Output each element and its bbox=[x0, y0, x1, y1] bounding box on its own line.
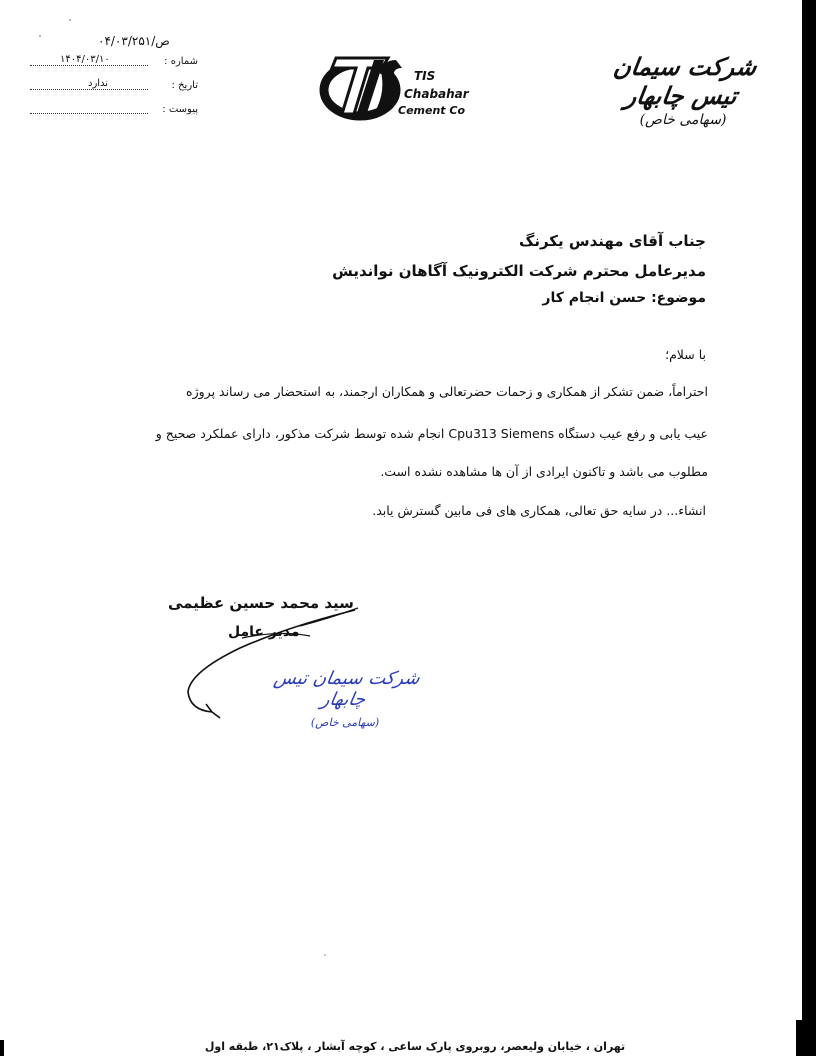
company-name: شرکت سیمان تیس چابهار bbox=[611, 52, 759, 110]
stamp-name: شرکت سیمان تیس چابهار bbox=[272, 668, 422, 710]
company-letterhead bbox=[588, 52, 778, 128]
attachment-label: پیوست : bbox=[162, 104, 198, 115]
body-line: احتراماً، ضمن تشکر از همکاری و زحمات حضرتعالی و همکاران ارجمند، به استحضار می رساند پروژه bbox=[186, 384, 708, 399]
company-type: (سهامی خاص) bbox=[639, 112, 727, 128]
letter-ref-number: ۰۴/۰۳/۲۵۱/ص bbox=[98, 34, 170, 48]
recipient-position: مدیرعامل محترم شرکت الکترونیک آگاهان نواندیش bbox=[332, 262, 706, 280]
date-label: تاریخ : bbox=[171, 80, 198, 91]
number-label: شماره : bbox=[164, 56, 198, 67]
number-value: ۱۴۰۴/۰۳/۱۰ bbox=[60, 54, 110, 65]
company-stamp bbox=[265, 668, 425, 729]
signer-title: مدیر عامل bbox=[228, 624, 300, 640]
letter-subject: موضوع: حسن انجام کار bbox=[542, 290, 706, 306]
company-logo bbox=[318, 46, 488, 126]
body-line: مطلوب می باشد و تاکنون ایرادی از آن ها مشاهده نشده است. bbox=[380, 464, 708, 479]
footer-address: تهران ، خیابان ولیعصر، روبروی پارک ساعی ، کوچه آبشار ، پلاک۲۱، طبقه اول bbox=[204, 1040, 626, 1053]
body-line: عیب یابی و رفع عیب دستگاه Cpu313 Siemens انجام شده توسط شرکت مذکور، دارای عملکرد صحیح و bbox=[155, 426, 708, 441]
recipient: جناب آقای مهندس یکرنگ bbox=[518, 232, 706, 250]
logo-text-chabahar: Chabahar bbox=[404, 87, 469, 101]
closing-line: انشاء... در سایه حق تعالی، همکاری های فی مابین گسترش یابد. bbox=[372, 503, 706, 518]
greeting: با سلام؛ bbox=[665, 347, 706, 362]
logo-text-tis: TIS bbox=[414, 69, 436, 83]
signer-name: سید محمد حسین عظیمی bbox=[168, 594, 354, 612]
date-value: ندارد bbox=[88, 78, 109, 89]
stamp-type: (سهامی خاص) bbox=[310, 716, 380, 729]
logo-text-cement: Cement Co bbox=[398, 104, 466, 117]
number-field bbox=[28, 56, 198, 70]
date-field bbox=[28, 80, 198, 94]
attachment-field bbox=[28, 104, 198, 118]
